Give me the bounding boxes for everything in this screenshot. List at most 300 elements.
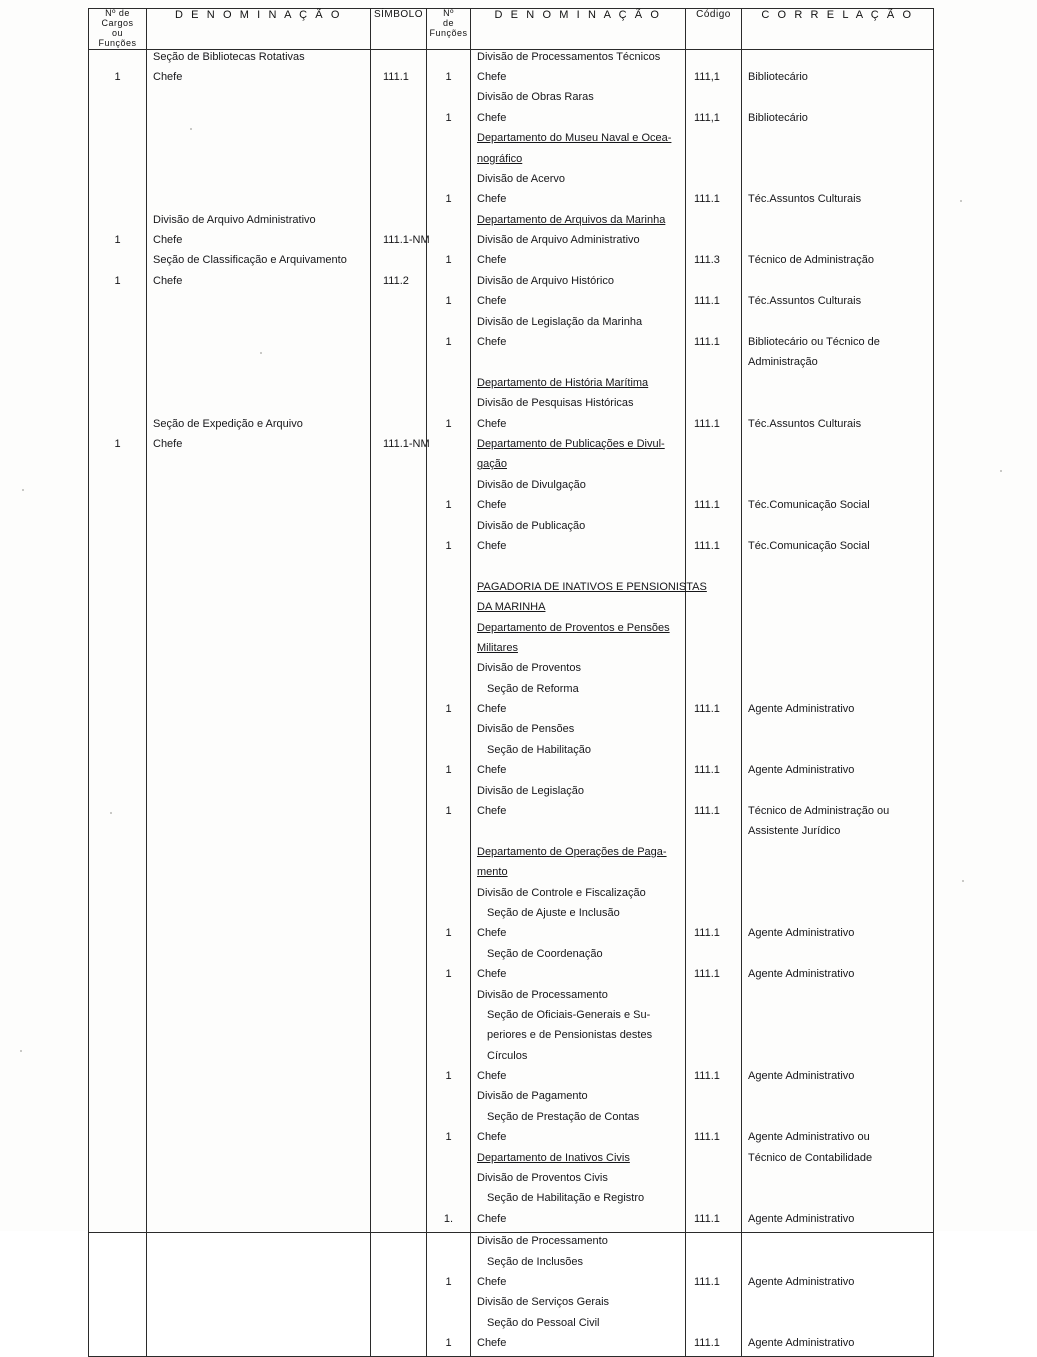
codigo-value: 111.1: [694, 499, 720, 512]
table-row: [427, 804, 470, 824]
table-row: [471, 580, 707, 600]
table-row: [427, 457, 470, 477]
table-row: [427, 192, 470, 212]
table-row: [427, 1151, 470, 1171]
header-num-line2: Cargos: [101, 17, 134, 28]
table-row: [742, 152, 933, 172]
table-row: [742, 621, 933, 641]
table-row: [89, 1233, 146, 1253]
table-row: [742, 1049, 933, 1069]
num-funcoes-value: 1: [445, 539, 452, 552]
table-row: [471, 824, 685, 844]
table-row: [89, 580, 146, 600]
denominacao-right-value: Chefe: [477, 703, 507, 716]
table-row: [89, 1171, 146, 1191]
table-row: [742, 763, 933, 783]
denominacao-left-value: Chefe: [153, 437, 183, 450]
denominacao-right-value: Chefe: [477, 295, 507, 308]
denominacao-right-value: Divisão de Proventos Civis: [477, 1172, 608, 1185]
table-row: [371, 1191, 426, 1211]
table-row: [89, 1191, 146, 1211]
denominacao-right-value: Divisão de Divulgação: [477, 478, 586, 491]
table-row: [471, 396, 685, 416]
table-row: [89, 1110, 146, 1130]
table-row: [471, 988, 685, 1008]
table-row: [371, 213, 426, 233]
table-row: [147, 478, 370, 498]
header-nfun-line1: Nº: [443, 8, 454, 18]
codigo-value: 111.1: [694, 336, 720, 349]
table-row: [147, 192, 370, 212]
num-cargos-value: 1: [114, 70, 121, 83]
num-cargos-value: 1: [114, 274, 121, 287]
table-row: [427, 417, 470, 437]
table-row: [686, 845, 741, 865]
table-row: [427, 152, 470, 172]
header-num-cargos: [89, 9, 147, 50]
table-row: [686, 886, 741, 906]
table-row: [89, 682, 146, 702]
num-funcoes-value: 1: [445, 193, 452, 206]
table-row: [147, 580, 370, 600]
table-row: [89, 661, 146, 681]
table-row: [471, 1315, 685, 1335]
table-row: [89, 722, 146, 742]
table-row: [147, 1335, 370, 1355]
denominacao-right-value: Seção de Coordenação: [487, 947, 603, 960]
table-row: [371, 1254, 426, 1274]
table-row: [742, 824, 933, 844]
table-row: [147, 1315, 370, 1335]
table-row: [371, 906, 426, 926]
table-row: [147, 111, 370, 131]
correlacao-value: Téc.Assuntos Culturais: [748, 193, 862, 206]
table-row: [686, 1110, 741, 1130]
table-row: [427, 1089, 470, 1109]
table-row: [686, 111, 741, 131]
table-row: [427, 396, 470, 416]
table-row: [147, 294, 370, 314]
table-row: [89, 967, 146, 987]
denominacao-right-value: Chefe: [477, 70, 507, 83]
table-row: [427, 580, 470, 600]
table-row: [371, 253, 426, 273]
table-row: [147, 621, 370, 641]
table-row: [147, 763, 370, 783]
footer-col-denominacao-right: [471, 1233, 686, 1356]
table-row: [471, 50, 685, 70]
table-row: [371, 580, 426, 600]
table-row: [427, 722, 470, 742]
table-row: [371, 335, 426, 355]
table-row: [471, 804, 685, 824]
table-row: [427, 743, 470, 763]
table-row: [686, 152, 741, 172]
table-row: [147, 131, 370, 151]
num-funcoes-value: 1: [445, 336, 452, 349]
table-row: [427, 621, 470, 641]
table-row: [686, 559, 741, 579]
table-row: [371, 1008, 426, 1028]
correlacao-value: Agente Administrativo: [748, 1337, 855, 1350]
table-row: [471, 1254, 685, 1274]
correlacao-value: Agente Administrativo ou: [748, 1131, 870, 1144]
table-row: [147, 1151, 370, 1171]
codigo-value: 111.1: [694, 193, 720, 206]
table-row: [371, 804, 426, 824]
table-row: [147, 274, 370, 294]
correlacao-value: Técnico de Contabilidade: [748, 1151, 873, 1164]
table-row: [471, 1294, 685, 1314]
table-row: [89, 906, 146, 926]
table-row: [686, 1233, 741, 1253]
denominacao-right-value: Chefe: [477, 539, 507, 552]
table-row: [147, 947, 370, 967]
table-row: [427, 1049, 470, 1069]
table-row: [686, 70, 741, 90]
table-row: [371, 845, 426, 865]
denominacao-right-value: Divisão de Processamentos Técnicos: [477, 50, 661, 63]
table-row: [89, 478, 146, 498]
table-row: [471, 315, 685, 335]
table-row: [147, 722, 370, 742]
table-row: [742, 355, 933, 375]
table-row: [686, 376, 741, 396]
denominacao-right-value: Seção de Prestação de Contas: [487, 1110, 640, 1123]
table-row: [427, 906, 470, 926]
table-row: [427, 886, 470, 906]
table-row: [471, 1233, 685, 1253]
denominacao-right-value: Chefe: [477, 805, 507, 818]
table-row: [147, 845, 370, 865]
table-row: [427, 865, 470, 885]
table-row: [686, 192, 741, 212]
table-row: [686, 722, 741, 742]
correlacao-value: Administração: [748, 356, 818, 369]
table-row: [371, 824, 426, 844]
header-simbolo: SÍMBOLO: [371, 9, 427, 50]
table-row: [89, 233, 146, 253]
table-row: [89, 172, 146, 192]
denominacao-right-value: Divisão de Arquivo Histórico: [477, 274, 614, 287]
table-row: [471, 559, 685, 579]
codigo-value: 111.1: [694, 1070, 720, 1083]
table-row: [147, 335, 370, 355]
denominacao-right-value: Militares: [477, 641, 518, 654]
table-row: [427, 498, 470, 518]
table-row: [686, 457, 741, 477]
table-row: [89, 865, 146, 885]
table-row: [89, 784, 146, 804]
table-row: [686, 50, 741, 70]
table-row: [371, 641, 426, 661]
denominacao-right-value: Seção de Ajuste e Inclusão: [487, 906, 620, 919]
table-row: [686, 498, 741, 518]
table-row: [371, 50, 426, 70]
table-row: [89, 804, 146, 824]
table-row: [742, 1089, 933, 1109]
table-row: [742, 559, 933, 579]
table-row: [89, 315, 146, 335]
table-row: [742, 865, 933, 885]
table-row: [427, 763, 470, 783]
table-footer-block: [89, 1233, 934, 1356]
table-row: [742, 1028, 933, 1048]
table-row: [471, 1171, 685, 1191]
table-row: [471, 784, 685, 804]
table-row: [471, 478, 685, 498]
denominacao-right-value: Círculos: [487, 1049, 528, 1062]
table-row: [371, 457, 426, 477]
table-row: [371, 1028, 426, 1048]
col-correlacao: [742, 49, 934, 1233]
header-num-line3: ou: [111, 27, 123, 38]
denominacao-right-value: Chefe: [477, 1276, 507, 1288]
table-row: [742, 1254, 933, 1274]
denominacao-right-value: Chefe: [477, 254, 507, 267]
table-row: [686, 253, 741, 273]
header-correlacao: C O R R E L A Ç Ã O: [742, 9, 934, 50]
table-row: [471, 233, 685, 253]
table-row: [427, 1069, 470, 1089]
denominacao-right-value: Chefe: [477, 968, 507, 981]
table-row: [686, 519, 741, 539]
table-row: [742, 702, 933, 722]
table-row: [427, 559, 470, 579]
simbolo-value: 111.1: [383, 70, 409, 83]
table-row: [427, 1315, 470, 1335]
table-row: [742, 580, 933, 600]
num-funcoes-value: 1: [445, 1131, 452, 1144]
table-header: [89, 9, 934, 50]
table-row: [371, 600, 426, 620]
table-row: [742, 1274, 933, 1294]
table-row: [89, 152, 146, 172]
table-row: [686, 1171, 741, 1191]
correlacao-value: Téc.Assuntos Culturais: [748, 295, 862, 308]
table-row: [742, 886, 933, 906]
table-row: [427, 50, 470, 70]
table-row: [742, 539, 933, 559]
table-row: [427, 824, 470, 844]
table-row: [89, 70, 146, 90]
table-row: [471, 111, 685, 131]
table-row: [471, 1089, 685, 1109]
table-row: [371, 763, 426, 783]
table-row: [742, 498, 933, 518]
table-row: [147, 1110, 370, 1130]
table-row: [371, 355, 426, 375]
table-row: [147, 1191, 370, 1211]
denominacao-right-value: periores e de Pensionistas destes: [487, 1029, 653, 1042]
table-row: [686, 478, 741, 498]
table-row: [471, 682, 685, 702]
table-row: [686, 641, 741, 661]
table-row: [147, 967, 370, 987]
table-row: [471, 131, 685, 151]
table-row: [371, 1069, 426, 1089]
table-row: [471, 519, 685, 539]
table-row: [147, 1171, 370, 1191]
table-row: [89, 1130, 146, 1150]
table-row: [427, 253, 470, 273]
table-row: [371, 376, 426, 396]
table-row: [742, 437, 933, 457]
table-row: [147, 1254, 370, 1274]
table-row: [742, 1294, 933, 1314]
table-row: [371, 539, 426, 559]
table-row: [742, 1335, 933, 1355]
denominacao-right-value: Departamento do Museu Naval e Ocea-: [477, 132, 672, 145]
table-row: [371, 1315, 426, 1335]
table-row: [147, 253, 370, 273]
num-funcoes-value: 1.: [443, 1212, 454, 1225]
table-row: [89, 988, 146, 1008]
table-row: [371, 1233, 426, 1253]
table-row: [89, 253, 146, 273]
denominacao-right-value: Chefe: [477, 1212, 507, 1225]
denominacao-right-value: Seção de Habilitação: [487, 743, 591, 756]
table-row: [686, 1008, 741, 1028]
table-row: [371, 682, 426, 702]
denominacao-right-value: Departamento de Inativos Civis: [477, 1151, 630, 1164]
table-row: [427, 1008, 470, 1028]
table-row: [471, 152, 685, 172]
table-row: [427, 376, 470, 396]
table-row: [742, 1008, 933, 1028]
denominacao-left-value: Seção de Expedição e Arquivo: [153, 417, 303, 430]
denominacao-right-value: Departamento de História Marítima: [477, 376, 649, 389]
table-row: [471, 70, 685, 90]
table-row: [427, 233, 470, 253]
table-row: [147, 988, 370, 1008]
table-row: [147, 682, 370, 702]
table-row: [89, 621, 146, 641]
table-row: [471, 763, 685, 783]
table-row: [471, 641, 685, 661]
correlacao-value: Agente Administrativo: [748, 703, 855, 716]
table-row: [147, 437, 370, 457]
table-row: [686, 865, 741, 885]
table-row: [89, 1274, 146, 1294]
table-row: [686, 743, 741, 763]
table-row: [89, 1254, 146, 1274]
table-row: [742, 417, 933, 437]
table-row: [471, 886, 685, 906]
table-row: [427, 845, 470, 865]
table-row: [89, 376, 146, 396]
table-row: [427, 1212, 470, 1232]
table-row: [371, 559, 426, 579]
table-row: [427, 988, 470, 1008]
table-row: [427, 213, 470, 233]
col-num-funcoes: [427, 49, 471, 1233]
table-row: [471, 845, 685, 865]
table-row: [686, 926, 741, 946]
table-row: [742, 1110, 933, 1130]
col-codigo: [686, 49, 742, 1233]
table-row: [686, 763, 741, 783]
table-row: [742, 90, 933, 110]
denominacao-right-value: Divisão de Obras Raras: [477, 91, 594, 104]
denominacao-right-value: Chefe: [477, 1337, 507, 1350]
table-row: [471, 722, 685, 742]
table-row: [686, 967, 741, 987]
denominacao-right-value: Divisão de Serviços Gerais: [477, 1296, 610, 1309]
codigo-value: 111.1: [694, 968, 720, 981]
num-funcoes-value: 1: [445, 703, 452, 716]
denominacao-right-value: nográfico: [477, 152, 523, 165]
table-row: [427, 702, 470, 722]
correlacao-value: Agente Administrativo: [748, 1212, 855, 1225]
table-row: [147, 600, 370, 620]
table-row: [742, 722, 933, 742]
table-row: [742, 682, 933, 702]
table-row: [471, 172, 685, 192]
denominacao-right-value: Chefe: [477, 336, 507, 349]
table-row: [89, 947, 146, 967]
denominacao-right-value: Departamento de Operações de Paga-: [477, 845, 667, 858]
table-row: [89, 50, 146, 70]
table-row: [427, 947, 470, 967]
table-row: [147, 213, 370, 233]
table-row: [147, 1028, 370, 1048]
table-row: [147, 355, 370, 375]
table-row: [471, 192, 685, 212]
table-row: [427, 335, 470, 355]
table-row: [471, 417, 685, 437]
table-row: [686, 1212, 741, 1232]
correlacao-value: Técnico de Administração: [748, 254, 874, 267]
header-nfun-line2: de: [442, 17, 454, 28]
table-row: [89, 274, 146, 294]
table-row: [89, 1008, 146, 1028]
table-row: [147, 50, 370, 70]
table-row: [686, 702, 741, 722]
table-row: [686, 1049, 741, 1069]
table-row: [742, 1130, 933, 1150]
table-row: [371, 294, 426, 314]
table-row: [742, 70, 933, 90]
table-row: [371, 498, 426, 518]
codigo-value: 111.1: [694, 417, 720, 430]
correlacao-value: Bibliotecário: [748, 111, 808, 124]
table-row: [427, 131, 470, 151]
table-row: [742, 253, 933, 273]
denominacao-right-value: Divisão de Proventos: [477, 662, 581, 675]
table-row: [89, 131, 146, 151]
footer-col-correlacao: [742, 1233, 934, 1356]
table-row: [471, 600, 685, 620]
table-row: [427, 539, 470, 559]
table-row: [371, 1049, 426, 1069]
table-row: [742, 376, 933, 396]
table-row: [89, 1315, 146, 1335]
table-row: [147, 539, 370, 559]
table-row: [147, 1008, 370, 1028]
table-row: [686, 906, 741, 926]
codigo-value: 111.1: [694, 539, 720, 552]
scan-speck: [22, 489, 24, 491]
table-row: [89, 1049, 146, 1069]
table-row: [371, 1130, 426, 1150]
table-row: [742, 988, 933, 1008]
table-row: [742, 967, 933, 987]
table-row: [371, 1151, 426, 1171]
scan-speck: [962, 880, 964, 882]
table-row: [471, 1335, 685, 1355]
denominacao-right-value: Divisão de Controle e Fiscalização: [477, 886, 646, 899]
